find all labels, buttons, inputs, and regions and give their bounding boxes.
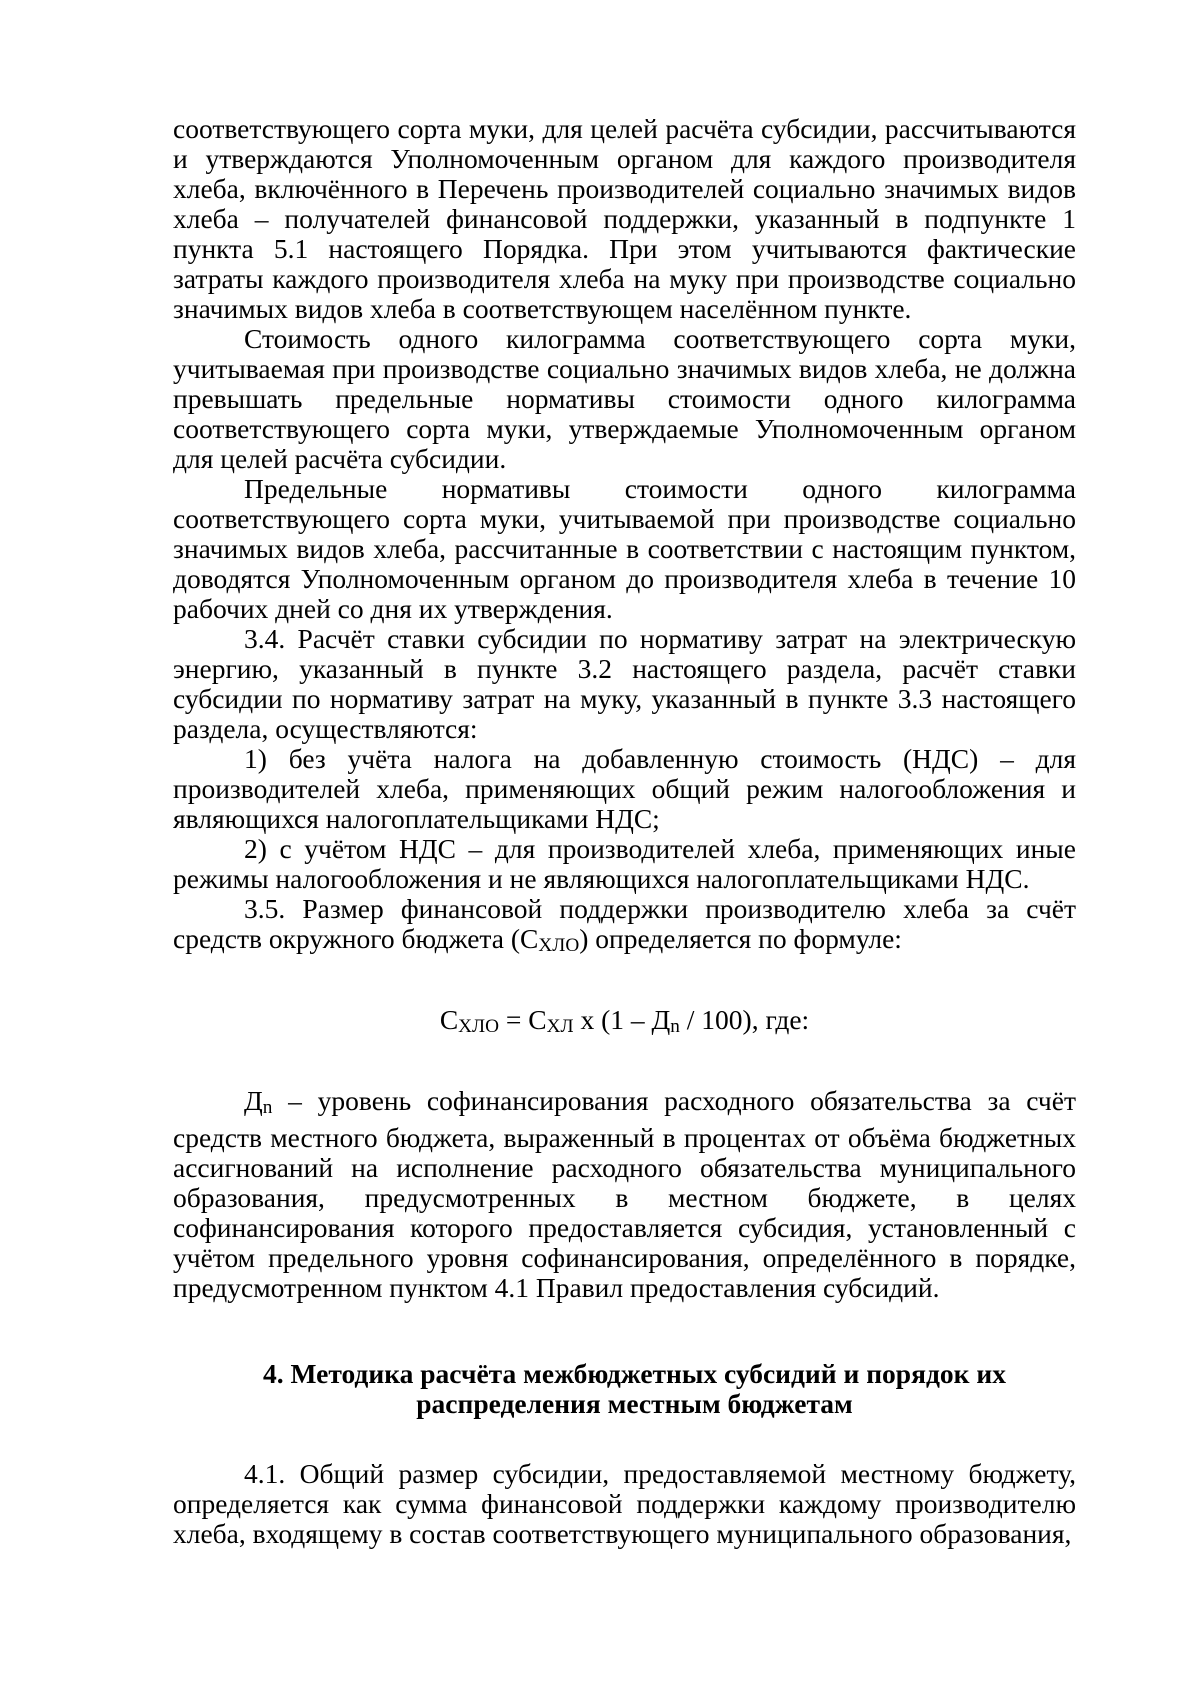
section-heading-line-1: 4. Методика расчёта межбюджетных субсидий и порядок их	[263, 1358, 1006, 1389]
paragraph-3-5-symbol-subscript: ХЛО	[538, 935, 580, 956]
paragraph-dn-definition	[173, 1086, 1076, 1303]
paragraph-3-4: 3.4. Расчёт ставки субсидии по нормативу затрат на электрическую энергию, указанный в пункте 3.2 настоящего раздела, расчёт ставки субсидии по нормативу затрат на муку, указанный в пункте 3.3 настоящего раздела, осуществляются:	[173, 623, 1076, 744]
formula-sub-n: n	[670, 1016, 680, 1037]
paragraph-3-4-item-1: 1) без учёта налога на добавленную стоимость (НДС) – для производителей хлеба, применяющих общий режим налогообложения и являющихся налогоплательщиками НДС;	[173, 743, 1076, 834]
formula-tail: / 100), где:	[679, 1004, 810, 1035]
paragraph-3-5	[173, 894, 1076, 961]
section-heading-line-2: распределения местным бюджетам	[416, 1388, 853, 1419]
formula-sub-hlo: ХЛО	[458, 1016, 500, 1037]
formula-sub-hl: ХЛ	[546, 1016, 574, 1037]
dn-subscript: n	[262, 1097, 273, 1118]
paragraph-3-4-item-2: 2) с учётом НДС – для производителей хлеба, применяющих иные режимы налогообложения и не являющихся налогоплательщиками НДС.	[173, 833, 1076, 894]
section-heading-4	[173, 1359, 1076, 1419]
paragraph-3-5-symbol: С	[520, 923, 539, 954]
formula	[173, 1005, 1076, 1042]
formula-mid: х (1 – Д	[573, 1004, 671, 1035]
paragraph-flour-cost-norms: Предельные нормативы стоимости одного килограмма соответствующего сорта муки, учитываемой при производстве социально значимых видов хлеба, рассчитанные в соответствии с настоящим пунктом, доводятся Уполномоченным органом до производителя хлеба в течение 10 рабочих дней со дня их утверждения.	[173, 473, 1076, 624]
dn-definition-text: – уровень софинансирования расходного обязательства за счёт средств местного бюджета, выраженный в процентах от объёма бюджетных ассигнований на исполнение расходного обязательства муниципального образования, предусмотренных в местном бюджете, в целях софинансирования которого предоставляется субсидия, установленный с учётом предельного уровня софинансирования, определённого в порядке, предусмотренном пунктом 4.1 Правил предоставления субсидий.	[173, 1085, 1076, 1303]
paragraph-4-1: 4.1. Общий размер субсидии, предоставляемой местному бюджету, определяется как сумма финансовой поддержки каждому производителю хлеба, входящему в состав соответствующего муниципального образования,	[173, 1458, 1076, 1549]
paragraph-flour-cost-approval: соответствующего сорта муки, для целей расчёта субсидии, рассчитываются и утверждаются Уполномоченным органом для каждого производителя хлеба, включённого в Перечень производителей социально значимых видов хлеба – получателей финансовой поддержки, указанный в подпункте 1 пункта 5.1 настоящего Порядка. При этом учитываются фактические затраты каждого производителя хлеба на муку при производстве социально значимых видов хлеба в соответствующем населённом пункте.	[173, 113, 1076, 324]
paragraph-3-5-tail: ) определяется по формуле:	[579, 923, 902, 954]
paragraph-3-5-text: 3.5. Размер финансовой поддержки производителю хлеба за счёт средств окружного бюджета (	[173, 893, 1076, 954]
paragraph-flour-cost-limit: Стоимость одного килограмма соответствующего сорта муки, учитываемая при производстве социально значимых видов хлеба, не должна превышать предельные нормативы стоимости одного килограмма соответствующего сорта муки, утверждаемые Уполномоченным органом для целей расчёта субсидии.	[173, 323, 1076, 474]
dn-symbol: Д	[244, 1085, 263, 1116]
formula-eq: = С	[499, 1004, 547, 1035]
formula-c: С	[439, 1004, 459, 1035]
